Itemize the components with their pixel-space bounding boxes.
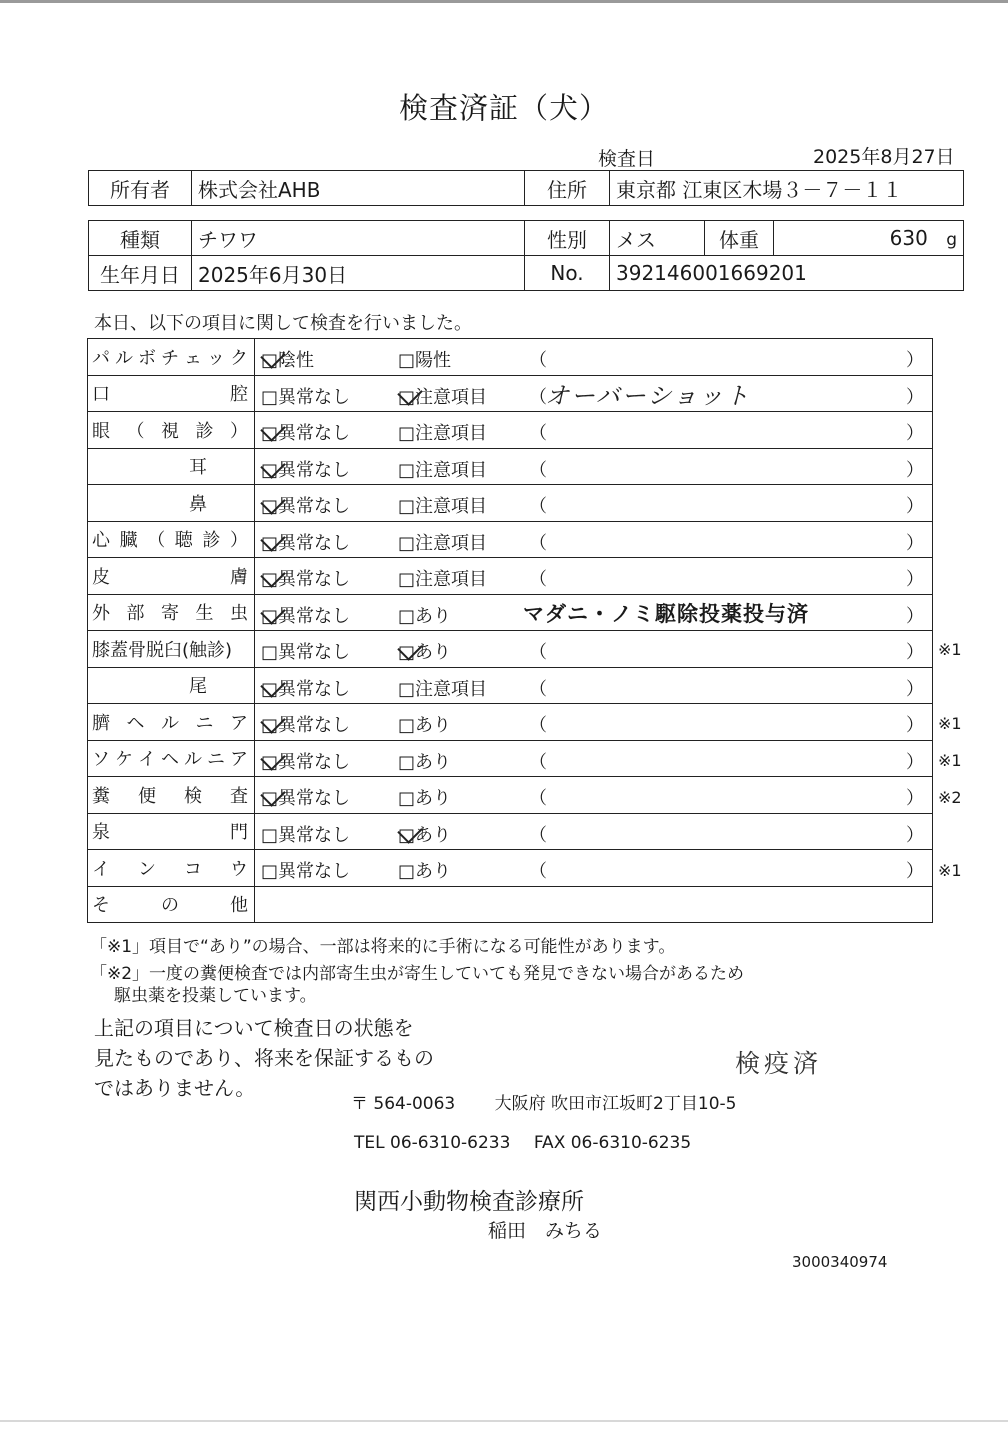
item-label-char: 診 xyxy=(195,420,214,442)
footnote-2-cont: 駆虫薬を投薬しています。 xyxy=(114,986,317,1006)
item-label-char: パ xyxy=(92,347,110,369)
item-label-cell xyxy=(88,485,255,522)
item-label xyxy=(88,745,254,771)
intro-text: 本日、以下の項目に関して検査を行いました。 xyxy=(94,313,472,334)
remarks-paren-open: （ xyxy=(529,532,547,554)
item-options-cell xyxy=(255,886,933,923)
remarks-paren-close: ） xyxy=(906,824,924,846)
top-border xyxy=(0,0,1008,3)
item-label-char: 虫 xyxy=(230,603,248,625)
remarks-paren-close: ） xyxy=(906,751,924,773)
item-label-char: ニ xyxy=(195,712,214,734)
inspection-row xyxy=(88,850,933,887)
breed-label: 種類 xyxy=(89,221,192,256)
item-label-char: ニ xyxy=(207,749,225,771)
item-label-char: ウ xyxy=(230,858,248,880)
inspection-date: 2025年8月27日 xyxy=(813,146,955,168)
inspection-row xyxy=(88,777,933,814)
weight-value: 630 xyxy=(889,226,928,250)
serial-number: 3000340974 xyxy=(792,1253,888,1271)
disclaimer-line: 上記の項目について検査日の状態を xyxy=(94,1016,414,1040)
remarks-paren-close: ） xyxy=(906,496,924,517)
item-label-cell xyxy=(88,886,255,923)
remarks-paren-close: ） xyxy=(906,423,924,444)
item-label-char: ボ xyxy=(138,347,156,369)
pet-info-table xyxy=(88,220,964,291)
option-abnormal-checkbox[interactable]: □あり xyxy=(398,861,452,882)
item-label-char: ） xyxy=(229,530,248,552)
item-label xyxy=(88,490,254,516)
clinic-address: 大阪府 吹田市江坂町2丁目10-5 xyxy=(494,1094,737,1114)
address-value: 東京都 江東区木場３－７－１１ xyxy=(610,171,964,206)
item-label-char: ） xyxy=(230,420,248,442)
option-abnormal-checkbox[interactable]: □陽性 xyxy=(398,350,452,371)
item-label xyxy=(88,380,254,406)
reference-mark: ※2 xyxy=(938,787,962,807)
weight-cell xyxy=(774,221,964,256)
option-abnormal-checkbox[interactable]: □注意項目 xyxy=(398,386,488,408)
remarks-paren-open: （ xyxy=(529,496,547,517)
option-abnormal-checkbox[interactable]: □注意項目 xyxy=(398,532,488,554)
option-normal-checkbox[interactable]: □異常なし xyxy=(261,642,351,663)
inspection-row xyxy=(88,740,933,777)
item-label xyxy=(88,453,254,479)
remarks-paren-close: ） xyxy=(906,532,924,554)
item-label-char: 糞 xyxy=(92,785,110,807)
item-label-char: ソ xyxy=(92,749,110,771)
item-label xyxy=(88,855,254,881)
option-abnormal-checkbox[interactable]: □あり xyxy=(398,824,452,846)
item-label-char: 臓 xyxy=(119,530,138,552)
inspection-row xyxy=(88,704,933,741)
item-label xyxy=(88,782,254,808)
item-label-cell xyxy=(88,777,255,814)
birth-value: 2025年6月30日 xyxy=(192,256,525,291)
item-label-char: ケ xyxy=(115,749,133,771)
footnote-1: 「※1」項目で“あり”の場合、一部は将来的に手術になる可能性があります。 xyxy=(90,937,676,957)
item-label-cell xyxy=(88,740,255,777)
item-label-char: 口 xyxy=(92,384,110,406)
option-abnormal-checkbox[interactable]: □あり xyxy=(398,788,452,809)
item-label-char: 鼻 xyxy=(189,493,207,515)
remarks-paren-close: ） xyxy=(906,569,924,590)
clinic-person: 稲田 みちる xyxy=(488,1220,603,1242)
clinic-address-line xyxy=(351,1089,736,1114)
item-label-char: ヘ xyxy=(126,712,145,734)
item-label-char: 腔 xyxy=(230,384,248,406)
item-label-char: 泉 xyxy=(92,822,110,844)
item-options-cell xyxy=(255,667,933,704)
remarks-paren-close: ） xyxy=(906,715,924,736)
item-label-char: 他 xyxy=(230,895,248,917)
inspection-row xyxy=(88,667,933,704)
option-abnormal-checkbox[interactable]: □あり xyxy=(398,605,452,627)
item-label-char: 部 xyxy=(126,603,145,625)
option-normal-checkbox[interactable]: □異常なし xyxy=(261,824,351,846)
option-normal-checkbox[interactable]: □異常なし xyxy=(261,861,351,882)
item-label-char: 検 xyxy=(184,785,202,807)
item-options-cell xyxy=(255,777,933,814)
item-label-char: 皮 xyxy=(92,566,110,588)
item-label-char: 寄 xyxy=(161,603,179,625)
item-label-cell xyxy=(88,375,255,412)
inspection-row xyxy=(88,448,933,485)
option-normal-checkbox[interactable]: □異常なし xyxy=(261,459,351,481)
inspection-row xyxy=(88,813,933,850)
item-label xyxy=(88,709,254,735)
breed-value: チワワ xyxy=(192,221,525,256)
item-label-char: チ xyxy=(161,347,179,369)
owner-table xyxy=(88,170,964,206)
reference-mark: ※1 xyxy=(938,750,962,770)
item-options-cell xyxy=(255,339,933,376)
option-abnormal-checkbox[interactable]: □注意項目 xyxy=(398,496,488,517)
bottom-border xyxy=(0,1420,1008,1422)
clinic-tel: TEL 06-6310-6233 xyxy=(354,1133,511,1153)
item-label xyxy=(88,636,254,662)
item-label xyxy=(88,599,254,625)
option-normal-checkbox[interactable]: □異常なし xyxy=(261,386,351,408)
option-normal-checkbox[interactable]: □異常なし xyxy=(261,532,351,554)
remarks-paren-close: ） xyxy=(906,861,924,882)
item-options-cell xyxy=(255,594,933,631)
remarks-paren-close: ） xyxy=(906,788,924,809)
reference-mark: ※1 xyxy=(938,714,962,733)
item-label-char: ル xyxy=(161,712,179,734)
item-label-char: 尾 xyxy=(189,676,207,698)
item-options-cell xyxy=(255,740,933,777)
inspection-row xyxy=(88,594,933,631)
inspection-row xyxy=(88,485,933,522)
item-label xyxy=(88,891,254,917)
remarks-paren-open: （ xyxy=(529,751,547,773)
remarks-paren-close: ） xyxy=(906,605,924,627)
item-label-cell xyxy=(88,667,255,704)
item-label-char: ェ xyxy=(184,347,202,369)
clinic-name: 関西小動物検査診療所 xyxy=(354,1189,584,1215)
item-label-char: コ xyxy=(184,858,202,880)
remarks-paren-open: （ xyxy=(529,642,547,663)
item-label-char: イ xyxy=(92,858,110,880)
item-label-char: 門 xyxy=(230,822,248,844)
option-abnormal-checkbox[interactable]: □注意項目 xyxy=(398,459,488,481)
item-label-cell xyxy=(88,412,255,449)
item-label-cell xyxy=(88,704,255,741)
item-label-char: ン xyxy=(138,858,156,880)
item-note: マダニ・ノミ駆除投薬投与済 xyxy=(523,601,809,626)
sex-value: メス xyxy=(610,221,705,256)
item-label-char: ル xyxy=(184,749,202,771)
owner-label: 所有者 xyxy=(89,171,192,206)
item-label-char: 査 xyxy=(230,785,248,807)
item-label-char: 臍 xyxy=(92,712,110,734)
item-label-cell xyxy=(88,558,255,595)
inspection-row xyxy=(88,375,933,412)
disclaimer-line: 見たものであり、将来を保証するもの xyxy=(94,1046,434,1070)
item-label-char: 膚 xyxy=(230,566,248,588)
option-normal-checkbox[interactable]: □異常なし xyxy=(261,569,351,590)
remarks-paren-open: （ xyxy=(529,386,547,408)
option-abnormal-checkbox[interactable]: □注意項目 xyxy=(398,678,488,700)
item-label-char: 診 xyxy=(202,530,221,552)
remarks-paren-close: ） xyxy=(906,459,924,481)
item-label-char: の xyxy=(161,895,179,917)
footnote-2: 「※2」一度の糞便検査では内部寄生虫が寄生していても発見できない場合があるため xyxy=(90,964,745,984)
remarks-paren-open: （ xyxy=(529,423,547,444)
remarks-paren-close: ） xyxy=(906,642,924,663)
remarks-paren-open: （ xyxy=(529,715,547,736)
item-options-cell xyxy=(255,412,933,449)
item-label-char: 便 xyxy=(138,785,156,807)
reference-mark: ※1 xyxy=(938,640,962,660)
inspection-row xyxy=(88,521,933,558)
number-label: No. xyxy=(525,256,610,291)
item-label xyxy=(88,672,254,698)
item-label-char: （ xyxy=(126,420,145,442)
item-options-cell xyxy=(255,558,933,595)
item-options-cell xyxy=(255,704,933,741)
item-label-cell xyxy=(88,448,255,485)
item-label-char: ル xyxy=(115,347,133,369)
item-label xyxy=(88,526,254,552)
item-label-cell xyxy=(88,850,255,887)
option-normal-checkbox[interactable]: □異常なし xyxy=(261,788,351,809)
weight-unit: g xyxy=(946,230,957,250)
item-label-char: （ xyxy=(147,530,166,552)
option-normal-checkbox[interactable]: □異常なし xyxy=(261,496,351,517)
option-normal-checkbox[interactable]: □異常なし xyxy=(261,678,351,700)
remarks-paren-close: ） xyxy=(906,678,924,700)
item-options-cell xyxy=(255,521,933,558)
item-label-char: ク xyxy=(230,347,248,369)
option-abnormal-checkbox[interactable]: □あり xyxy=(398,642,452,663)
option-normal-checkbox[interactable]: □異常なし xyxy=(261,715,351,736)
inspection-items-table xyxy=(87,338,933,923)
clinic-postal: 〒 564-0063 xyxy=(351,1094,456,1114)
option-normal-checkbox[interactable]: □陰性 xyxy=(261,350,315,371)
item-label-char: そ xyxy=(92,895,110,917)
owner-value: 株式会社AHB xyxy=(192,171,525,206)
inspection-row xyxy=(88,886,933,923)
item-label-char: 耳 xyxy=(189,457,207,479)
item-label-cell xyxy=(88,521,255,558)
item-options-cell xyxy=(255,448,933,485)
document-title: 検査済証（犬） xyxy=(398,91,609,125)
item-label-char: 膝蓋骨脱臼(触診) xyxy=(92,639,233,661)
inspection-row xyxy=(88,339,933,376)
remarks-paren-open: （ xyxy=(529,824,547,846)
clinic-contact-line xyxy=(354,1133,691,1153)
remarks-paren-open: （ xyxy=(529,350,547,371)
option-abnormal-checkbox[interactable]: □あり xyxy=(398,715,452,736)
item-options-cell xyxy=(255,813,933,850)
item-label-cell xyxy=(88,594,255,631)
option-normal-checkbox[interactable]: □異常なし xyxy=(261,605,351,627)
option-abnormal-checkbox[interactable]: □注意項目 xyxy=(398,423,488,444)
item-label-char: 眼 xyxy=(92,420,110,442)
item-label-cell xyxy=(88,339,255,376)
inspection-row xyxy=(88,558,933,595)
sex-label: 性別 xyxy=(525,221,610,256)
address-label: 住所 xyxy=(525,171,610,206)
remarks-paren-close: ） xyxy=(906,386,924,408)
weight-label: 体重 xyxy=(705,221,774,256)
item-label-char: イ xyxy=(138,749,156,771)
inspection-row xyxy=(88,412,933,449)
remarks-paren-open: （ xyxy=(529,678,547,700)
handwritten-note: オーバーショット xyxy=(545,381,751,410)
remarks-paren-open: （ xyxy=(529,861,547,882)
item-label xyxy=(88,344,254,370)
clinic-fax: FAX 06-6310-6235 xyxy=(533,1133,692,1153)
item-label-char: ッ xyxy=(207,347,225,369)
item-label-char: ヘ xyxy=(161,749,179,771)
option-normal-checkbox[interactable]: □異常なし xyxy=(261,751,351,773)
item-label-char: 視 xyxy=(161,420,179,442)
item-label-char: 聴 xyxy=(174,530,193,552)
birth-label: 生年月日 xyxy=(89,256,192,291)
item-label-char: 心 xyxy=(92,530,110,552)
disclaimer-line: ではありません。 xyxy=(94,1076,256,1100)
item-label xyxy=(88,818,254,844)
option-normal-checkbox[interactable]: □異常なし xyxy=(261,423,351,444)
quarantine-stamp: 検疫済 xyxy=(735,1049,823,1078)
option-abnormal-checkbox[interactable]: □あり xyxy=(398,751,452,773)
number-value: 392146001669201 xyxy=(610,256,964,291)
remarks-paren-open: （ xyxy=(529,459,547,481)
item-options-cell xyxy=(255,850,933,887)
item-options-cell xyxy=(255,485,933,522)
item-label-char: 生 xyxy=(195,603,214,625)
item-options-cell xyxy=(255,375,933,412)
item-label-char: ア xyxy=(230,749,248,771)
remarks-paren-close: ） xyxy=(906,350,924,371)
item-label-cell xyxy=(88,631,255,668)
item-label-cell xyxy=(88,813,255,850)
item-label-char: 外 xyxy=(92,603,110,625)
inspection-date-label: 検査日 xyxy=(598,148,656,170)
remarks-paren-open: （ xyxy=(529,569,547,590)
reference-mark: ※1 xyxy=(938,861,962,881)
item-options-cell xyxy=(255,631,933,668)
item-label-char: ア xyxy=(230,712,248,734)
option-abnormal-checkbox[interactable]: □注意項目 xyxy=(398,569,488,590)
remarks-paren-open: （ xyxy=(529,788,547,809)
item-label xyxy=(88,563,254,589)
item-label xyxy=(88,417,254,443)
inspection-row xyxy=(88,631,933,668)
